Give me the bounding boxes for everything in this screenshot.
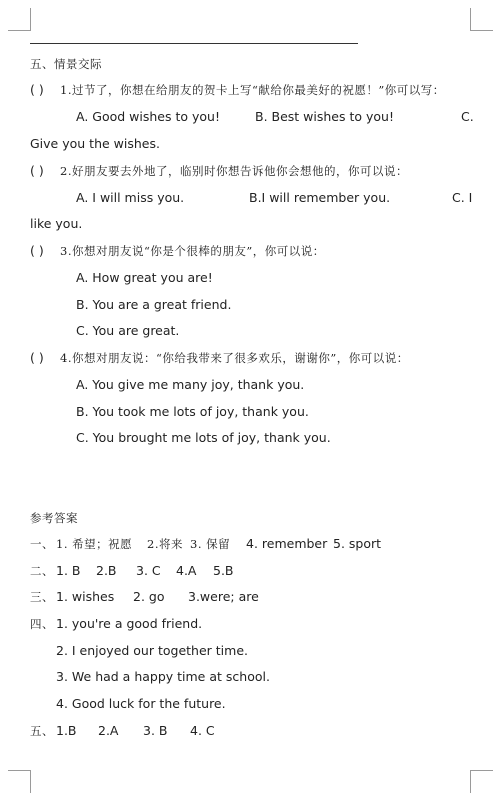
- answers-s1-label: 一、: [30, 537, 54, 551]
- q1-answer-blank[interactable]: ( ): [30, 82, 44, 97]
- q4-answer-blank[interactable]: ( ): [30, 350, 44, 365]
- corner-mark-top-left: [8, 8, 31, 31]
- answers-s5-label: 五、: [30, 724, 54, 738]
- q1-option-a: A. Good wishes to you!: [76, 109, 220, 124]
- answers-s1-item: 1. 希望；祝愿: [56, 537, 133, 551]
- q2-option-a: A. I will miss you.: [76, 190, 185, 205]
- q3-answer-blank[interactable]: ( ): [30, 243, 44, 258]
- q4-option-b: B. You took me lots of joy, thank you.: [76, 404, 309, 419]
- q4-option-a: A. You give me many joy, thank you.: [76, 377, 305, 392]
- q3-option-a: A. How great you are!: [76, 270, 213, 285]
- q4-stem: 4.你想对朋友说：“你给我带来了很多欢乐，谢谢你”，你可以说：: [60, 351, 409, 365]
- section-five-heading: 五、情景交际: [30, 57, 102, 71]
- answers-s5-item: 1.B: [56, 723, 77, 738]
- corner-mark-bottom-left: [8, 770, 31, 793]
- answers-s1-item: 4. remember: [246, 536, 328, 551]
- q2-option-c-continued: like you.: [30, 216, 83, 231]
- answers-s4-item: 1. you're a good friend.: [56, 616, 203, 631]
- answers-s5-item: 3. B: [143, 723, 168, 738]
- answers-s1-item: 5. sport: [333, 536, 382, 551]
- answers-s4-item: 2. I enjoyed our together time.: [56, 643, 248, 658]
- q2-option-c: C. I: [452, 190, 473, 205]
- answers-s4-item: 4. Good luck for the future.: [56, 696, 226, 711]
- q2-answer-blank[interactable]: ( ): [30, 163, 44, 178]
- answers-s1-item: 3. 保留: [190, 537, 231, 551]
- q2-stem: 2.好朋友要去外地了，临别时你想告诉他你会想他的，你可以说：: [60, 164, 408, 178]
- answers-s2-label: 二、: [30, 564, 54, 578]
- q1-option-c-continued: Give you the wishes.: [30, 136, 160, 151]
- corner-mark-top-right: [470, 8, 493, 31]
- answers-s2-item: 5.B: [213, 563, 234, 578]
- answers-s1-item: 2.将来: [147, 537, 183, 551]
- answers-s5-item: 4. C: [190, 723, 215, 738]
- q3-stem: 3.你想对朋友说“你是个很棒的朋友”，你可以说：: [60, 244, 325, 258]
- corner-mark-bottom-right: [470, 770, 493, 793]
- answers-s2-item: 1. B: [56, 563, 81, 578]
- q2-option-b: B.I will remember you.: [249, 190, 391, 205]
- answers-s3-label: 三、: [30, 590, 54, 604]
- q3-option-b: B. You are a great friend.: [76, 297, 232, 312]
- q1-option-c: C.: [461, 109, 474, 124]
- answers-s3-item: 2. go: [133, 589, 165, 604]
- q4-option-c: C. You brought me lots of joy, thank you.: [76, 430, 331, 445]
- answers-s2-item: 2.B: [96, 563, 117, 578]
- q1-option-b: B. Best wishes to you!: [255, 109, 394, 124]
- answers-s2-item: 4.A: [176, 563, 197, 578]
- answers-s4-label: 四、: [30, 617, 54, 631]
- q1-stem: 1.过节了，你想在给朋友的贺卡上写“献给你最美好的祝愿！”你可以写：: [60, 83, 445, 97]
- answers-s2-item: 3. C: [136, 563, 161, 578]
- answers-s4-item: 3. We had a happy time at school.: [56, 669, 270, 684]
- answers-s3-item: 1. wishes: [56, 589, 115, 604]
- answers-s3-item: 3.were; are: [188, 589, 259, 604]
- answers-title: 参考答案: [30, 511, 78, 525]
- answers-s5-item: 2.A: [98, 723, 119, 738]
- header-rule: [30, 43, 358, 44]
- q3-option-c: C. You are great.: [76, 323, 180, 338]
